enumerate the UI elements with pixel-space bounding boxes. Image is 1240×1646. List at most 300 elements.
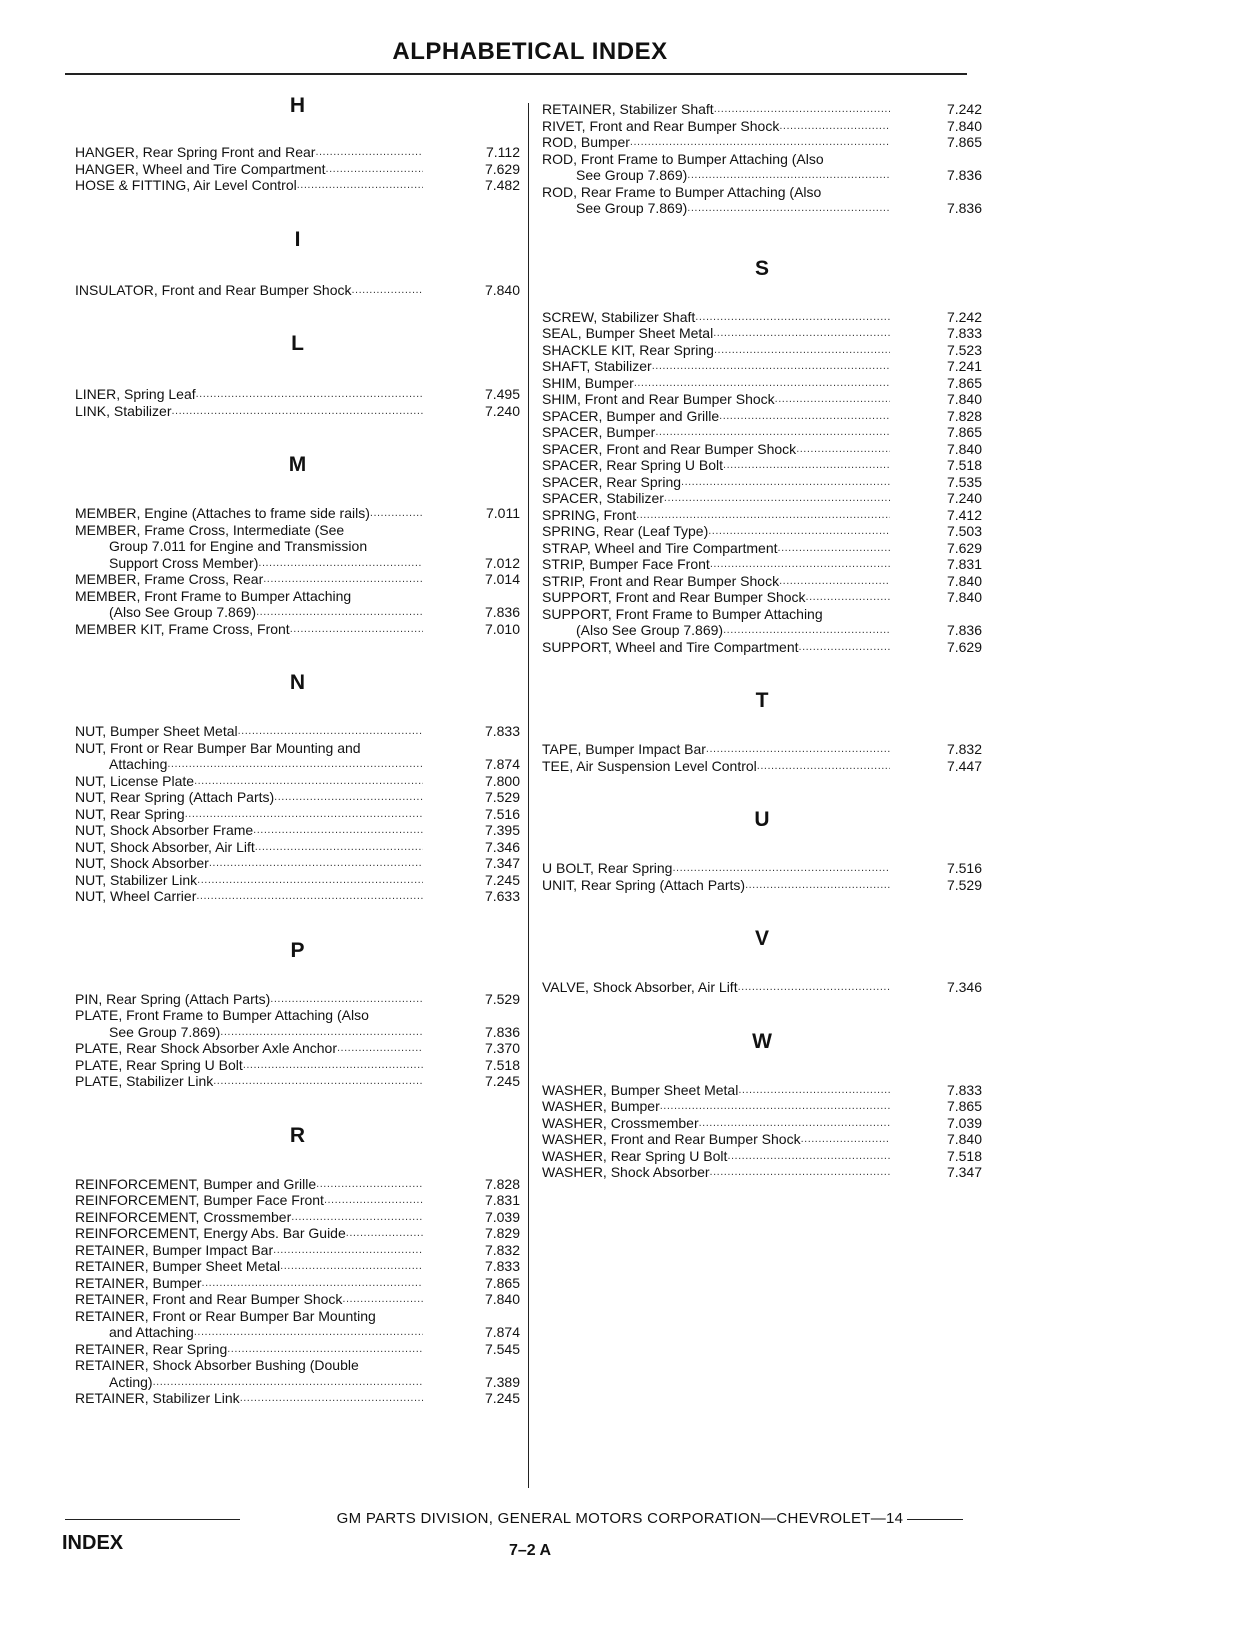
dot-leader — [274, 789, 423, 806]
entry-description — [75, 1390, 423, 1407]
dot-leader — [757, 758, 890, 775]
entry-group-number: 7.529 — [946, 876, 982, 893]
entry-group-number: 7.840 — [946, 391, 982, 407]
entry-row — [75, 740, 520, 757]
entry-row — [75, 505, 520, 522]
entries-v — [542, 979, 982, 996]
index-entry — [75, 1258, 520, 1275]
section-name: INDEX — [62, 1532, 124, 1554]
entries-r — [75, 1176, 520, 1407]
entry-group-number: 7.112 — [486, 144, 520, 160]
entry-row — [542, 523, 982, 540]
entry-group-number: 7.840 — [484, 1291, 520, 1307]
entry-text: HOSE & FITTING, Air Level Control — [75, 177, 297, 193]
index-entry — [75, 144, 520, 161]
entry-description — [75, 1324, 423, 1341]
entry-description — [542, 758, 890, 775]
entry-description — [542, 1131, 890, 1148]
entry-text: VALVE, Shock Absorber, Air Lift — [542, 979, 738, 995]
section-letter-i: I — [294, 227, 301, 251]
dot-leader — [710, 1164, 890, 1181]
entry-description — [75, 740, 515, 757]
dot-leader — [258, 555, 423, 572]
entry-text: SPACER, Rear Spring U Bolt — [542, 457, 724, 473]
entry-text: and Attaching — [109, 1324, 194, 1340]
entry-description — [542, 741, 890, 758]
entry-row — [542, 424, 982, 441]
index-entry — [542, 342, 982, 359]
dot-leader — [796, 441, 890, 458]
entry-description — [542, 375, 890, 392]
entry-row — [75, 839, 520, 856]
entry-row — [75, 1308, 520, 1325]
entries-t — [542, 741, 982, 774]
entry-description — [542, 184, 890, 201]
entry-text: SUPPORT, Front and Rear Bumper Shock — [542, 589, 806, 605]
index-entry — [542, 507, 982, 524]
entry-row — [75, 403, 520, 420]
entry-group-number: 7.241 — [946, 358, 982, 374]
index-entry — [75, 522, 520, 572]
index-entry — [75, 1040, 520, 1057]
column-divider — [528, 103, 529, 1488]
entry-description — [542, 441, 890, 458]
index-entry — [542, 523, 982, 540]
entry-group-number: 7.865 — [946, 424, 982, 440]
entry-row — [75, 161, 520, 178]
entry-row — [75, 756, 520, 773]
entry-text: PLATE, Front Frame to Bumper Attaching (Also — [75, 1007, 369, 1023]
entry-text: SPACER, Rear Spring — [542, 473, 682, 490]
entry-description — [542, 573, 890, 590]
entry-description — [542, 490, 890, 507]
index-entry — [75, 888, 520, 905]
entry-group-number: 7.836 — [946, 167, 982, 183]
entry-row — [75, 588, 520, 605]
entry-group-number: 7.865 — [946, 1098, 982, 1114]
entry-description — [542, 118, 890, 135]
entry-group-number: 7.840 — [946, 440, 982, 457]
entry-text: TEE, Air Suspension Level Control — [542, 757, 757, 774]
entry-row — [542, 408, 982, 425]
section-letter-r: R — [289, 1123, 306, 1147]
entry-group-number: 7.518 — [946, 457, 982, 473]
index-entry — [75, 403, 520, 420]
dot-leader — [695, 309, 890, 326]
dot-leader — [727, 1148, 890, 1165]
entry-group-number: 7.518 — [484, 1056, 520, 1073]
page-number: 7–2 A — [508, 1542, 552, 1559]
entry-description — [542, 151, 890, 168]
entry-row — [75, 1242, 520, 1259]
entry-description — [75, 872, 423, 889]
entry-text: SPACER, Bumper and Grille — [542, 407, 720, 424]
entry-text: ROD, Bumper — [542, 134, 630, 150]
entry-group-number: 7.535 — [946, 473, 982, 490]
entry-group-number: 7.836 — [946, 200, 982, 216]
entry-row — [75, 1275, 520, 1292]
index-entry — [75, 386, 520, 403]
entries-n — [75, 723, 520, 905]
entry-group-number: 7.240 — [946, 490, 982, 506]
entry-row — [542, 1082, 982, 1099]
index-entry — [542, 184, 982, 217]
dot-leader — [708, 523, 890, 540]
index-entry — [75, 1057, 520, 1074]
entry-description — [75, 1308, 515, 1325]
entry-row — [542, 457, 982, 474]
index-entry — [542, 741, 982, 758]
index-entry — [542, 573, 982, 590]
entry-description — [75, 555, 423, 572]
entry-row — [75, 177, 520, 194]
entry-text: TAPE, Bumper Impact Bar — [542, 741, 706, 757]
index-entry — [75, 177, 520, 194]
entry-group-number: 7.840 — [946, 1131, 982, 1147]
entry-text: WASHER, Rear Spring U Bolt — [542, 1147, 728, 1164]
entry-row — [542, 741, 982, 758]
entry-text: (Also See Group 7.869) — [109, 604, 257, 620]
entry-description — [75, 604, 423, 621]
entry-group-number: 7.836 — [946, 622, 982, 638]
publisher-line — [0, 1510, 1240, 1527]
entry-text: ROD, Rear Frame to Bumper Attaching (Also — [542, 183, 822, 200]
entry-text: MEMBER KIT, Frame Cross, Front — [75, 620, 290, 637]
entry-row — [75, 1374, 520, 1391]
index-entry — [75, 789, 520, 806]
entry-text: SUPPORT, Wheel and Tire Compartment — [542, 638, 799, 655]
entry-text: SPACER, Front and Rear Bumper Shock — [542, 440, 797, 457]
entry-text: NUT, License Plate — [75, 772, 195, 789]
entries-w — [542, 1082, 982, 1181]
entry-text: Support Cross Member) — [109, 554, 259, 571]
dot-leader — [202, 1275, 423, 1292]
entry-text: NUT, Rear Spring (Attach Parts) — [75, 789, 275, 805]
entry-row — [542, 391, 982, 408]
index-entry — [542, 151, 982, 184]
dot-leader — [213, 1073, 423, 1090]
entry-text: INSULATOR, Front and Rear Bumper Shock — [75, 281, 352, 298]
entry-row — [75, 1024, 520, 1041]
page-title: ALPHABETICAL INDEX — [392, 38, 668, 65]
entry-group-number: 7.011 — [486, 505, 520, 521]
dot-leader — [326, 161, 423, 178]
dot-leader — [630, 134, 890, 151]
entry-group-number: 7.516 — [484, 805, 520, 822]
entry-text: WASHER, Bumper Sheet Metal — [542, 1081, 739, 1098]
dot-leader — [664, 490, 890, 507]
entry-description — [75, 386, 423, 403]
index-entry — [75, 855, 520, 872]
dot-leader — [346, 1225, 423, 1242]
index-entry — [542, 134, 982, 151]
entry-group-number: 7.833 — [946, 325, 982, 341]
index-entry — [542, 474, 982, 491]
entry-description — [542, 1098, 890, 1115]
dot-leader — [655, 424, 890, 441]
entry-group-number: 7.242 — [946, 101, 982, 117]
entries-m — [75, 505, 520, 637]
entry-row — [75, 1209, 520, 1226]
entry-row — [75, 1357, 520, 1374]
entry-description — [542, 877, 890, 894]
entry-description — [542, 457, 890, 474]
entry-text: RETAINER, Front or Rear Bumper Bar Mounting — [75, 1307, 376, 1324]
entry-group-number: 7.832 — [484, 1241, 520, 1258]
entry-text: WASHER, Front and Rear Bumper Shock — [542, 1131, 801, 1147]
entry-group-number: 7.629 — [946, 638, 982, 655]
entry-row — [542, 358, 982, 375]
entry-description — [75, 806, 423, 823]
entry-text: UNIT, Rear Spring (Attach Parts) — [542, 876, 746, 893]
entry-description — [75, 621, 423, 638]
index-entry — [542, 589, 982, 606]
index-entry — [542, 606, 982, 639]
entry-group-number: 7.370 — [484, 1040, 520, 1056]
entry-group-number: 7.840 — [946, 572, 982, 589]
entry-description — [75, 1341, 423, 1358]
entry-row — [542, 325, 982, 342]
entry-row — [542, 540, 982, 557]
entry-group-number: 7.833 — [484, 1258, 520, 1274]
entry-description — [75, 1209, 423, 1226]
entry-row — [542, 1098, 982, 1115]
section-letter-l: L — [291, 332, 304, 355]
entry-group-number: 7.828 — [484, 1175, 520, 1192]
entry-text: RETAINER, Bumper Sheet Metal — [75, 1258, 281, 1274]
entry-text: STRAP, Wheel and Tire Compartment — [542, 539, 778, 556]
index-entry — [75, 282, 520, 299]
section-letter-n: N — [289, 671, 306, 694]
index-entry — [542, 408, 982, 425]
index-entry — [542, 1148, 982, 1165]
dot-leader — [227, 1341, 423, 1358]
entry-row — [542, 167, 982, 184]
entry-description — [75, 1073, 423, 1090]
dot-leader — [719, 408, 890, 425]
entry-text: MEMBER, Engine (Attaches to frame side rails) — [75, 505, 370, 521]
entry-row — [542, 342, 982, 359]
entry-group-number: 7.865 — [946, 134, 982, 150]
index-entry — [75, 740, 520, 773]
entry-group-number: 7.828 — [946, 407, 982, 424]
dot-leader — [687, 167, 890, 184]
entry-text: (Also See Group 7.869) — [576, 622, 724, 638]
entry-row — [75, 855, 520, 872]
index-entry — [542, 877, 982, 894]
entry-group-number: 7.840 — [946, 117, 982, 134]
dot-leader — [351, 282, 423, 299]
index-entry — [75, 1209, 520, 1226]
entry-group-number: 7.529 — [484, 789, 520, 805]
entry-description — [75, 161, 423, 178]
index-entry — [542, 441, 982, 458]
entry-text: STRIP, Bumper Face Front — [542, 556, 710, 572]
entry-group-number: 7.832 — [946, 741, 982, 757]
entry-row — [75, 1007, 520, 1024]
entry-text: SHAFT, Stabilizer — [542, 358, 652, 374]
entry-group-number: 7.865 — [946, 374, 982, 391]
dot-leader — [779, 118, 890, 135]
entry-description — [75, 571, 423, 588]
dot-leader — [779, 573, 890, 590]
entry-group-number: 7.874 — [484, 756, 520, 772]
entry-description — [75, 1242, 423, 1259]
index-entry — [75, 806, 520, 823]
entry-text: REINFORCEMENT, Bumper and Grille — [75, 1175, 317, 1192]
dot-leader — [738, 979, 890, 996]
index-entry — [542, 540, 982, 557]
dot-leader — [185, 806, 423, 823]
entry-group-number: 7.836 — [484, 1023, 520, 1040]
index-entry — [75, 505, 520, 522]
title-rule — [65, 73, 967, 75]
entry-text: REINFORCEMENT, Energy Abs. Bar Guide — [75, 1225, 346, 1241]
index-entry — [75, 1275, 520, 1292]
index-entry — [75, 1308, 520, 1341]
entry-group-number: 7.833 — [484, 723, 520, 739]
index-entry — [542, 1098, 982, 1115]
entry-group-number: 7.831 — [946, 556, 982, 572]
index-entry — [542, 391, 982, 408]
entry-description — [75, 1024, 423, 1041]
entry-group-number: 7.545 — [484, 1340, 520, 1357]
entry-description — [75, 144, 423, 161]
entry-description — [75, 855, 423, 872]
entry-text: Acting) — [109, 1373, 153, 1390]
entry-text: MEMBER, Frame Cross, Rear — [75, 571, 264, 587]
entry-group-number: 7.412 — [946, 506, 982, 523]
dot-leader — [687, 200, 890, 217]
section-letter-p: P — [290, 938, 305, 962]
section-letter-w: W — [752, 1029, 772, 1053]
entry-row — [75, 571, 520, 588]
entry-group-number: 7.347 — [484, 855, 520, 871]
entry-group-number: 7.829 — [484, 1225, 520, 1241]
entry-text: SPRING, Rear (Leaf Type) — [542, 523, 709, 539]
entry-group-number: 7.347 — [946, 1164, 982, 1180]
entries-h — [75, 144, 520, 194]
entry-text: See Group 7.869) — [576, 200, 688, 216]
entry-text: SHACKLE KIT, Rear Spring — [542, 341, 714, 358]
entry-row — [542, 573, 982, 590]
entry-description — [75, 403, 423, 420]
entry-group-number: 7.346 — [484, 838, 520, 855]
index-entry — [542, 979, 982, 996]
dot-leader — [263, 571, 423, 588]
section-letter-h: H — [289, 94, 306, 117]
entry-row — [542, 184, 982, 201]
entry-row — [542, 101, 982, 118]
entry-row — [542, 556, 982, 573]
entry-text: SPACER, Stabilizer — [542, 490, 664, 506]
section-letter-u: U — [754, 808, 770, 831]
index-entry — [542, 1131, 982, 1148]
entry-row — [75, 1390, 520, 1407]
index-entry — [75, 1073, 520, 1090]
entry-text: ROD, Front Frame to Bumper Attaching (Also — [542, 150, 824, 167]
dot-leader — [171, 403, 423, 420]
dot-leader — [194, 773, 423, 790]
entry-group-number: 7.836 — [484, 604, 520, 620]
entry-row — [542, 490, 982, 507]
dot-leader — [634, 375, 890, 392]
entry-group-number: 7.518 — [946, 1147, 982, 1164]
entry-description — [542, 391, 890, 408]
entry-description — [542, 979, 890, 996]
entry-text: SPACER, Bumper — [542, 424, 656, 440]
dot-leader — [723, 622, 890, 639]
dot-leader — [778, 540, 890, 557]
entry-description — [75, 1275, 423, 1292]
entry-group-number: 7.516 — [946, 860, 982, 876]
dot-leader — [255, 839, 423, 856]
entry-row — [75, 1192, 520, 1209]
entry-row — [75, 604, 520, 621]
entry-text: U BOLT, Rear Spring — [542, 860, 673, 876]
index-entry — [542, 490, 982, 507]
entry-description — [75, 1357, 515, 1374]
entry-row — [75, 888, 520, 905]
entry-group-number: 7.447 — [946, 757, 982, 774]
entry-group-number: 7.833 — [946, 1081, 982, 1098]
entry-row — [75, 789, 520, 806]
index-entry — [75, 1291, 520, 1308]
dot-leader — [342, 1291, 423, 1308]
entry-row — [542, 200, 982, 217]
index-entry — [542, 358, 982, 375]
entry-description — [542, 1082, 890, 1099]
index-entry — [75, 588, 520, 621]
entry-description — [542, 424, 890, 441]
entry-description — [542, 309, 890, 326]
index-entry — [75, 839, 520, 856]
entries-r-continued — [542, 101, 982, 217]
entry-text: MEMBER, Front Frame to Bumper Attaching — [75, 587, 352, 604]
index-entry — [542, 118, 982, 135]
dot-leader — [196, 888, 423, 905]
entry-text: SHIM, Front and Rear Bumper Shock — [542, 391, 775, 407]
entry-description — [542, 167, 890, 184]
entry-description — [75, 588, 515, 605]
index-entry — [75, 723, 520, 740]
entry-text: LINER, Spring Leaf — [75, 386, 196, 402]
entry-text: HANGER, Wheel and Tire Compartment — [75, 160, 326, 177]
entry-text: RETAINER, Front and Rear Bumper Shock — [75, 1291, 343, 1307]
entry-group-number: 7.840 — [946, 589, 982, 605]
dot-leader — [681, 474, 890, 491]
entry-description — [75, 888, 423, 905]
section-letter-t: T — [755, 689, 769, 712]
entry-row — [75, 555, 520, 572]
entry-row — [542, 375, 982, 392]
entry-description — [542, 134, 890, 151]
entry-description — [542, 1115, 890, 1132]
entry-row — [75, 773, 520, 790]
dot-leader — [723, 457, 890, 474]
entry-text: STRIP, Front and Rear Bumper Shock — [542, 572, 780, 589]
entry-text: MEMBER, Frame Cross, Intermediate (See — [75, 521, 345, 538]
entry-row — [75, 991, 520, 1008]
publisher-text: GM PARTS DIVISION, GENERAL MOTORS CORPORATION—CHEVROLET—14 — [333, 1510, 908, 1527]
entry-row — [542, 474, 982, 491]
entry-row — [75, 386, 520, 403]
dot-leader — [710, 556, 890, 573]
entry-description — [542, 639, 890, 656]
dot-leader — [280, 1258, 423, 1275]
left-column — [75, 90, 520, 1407]
entry-group-number: 7.012 — [484, 554, 520, 571]
